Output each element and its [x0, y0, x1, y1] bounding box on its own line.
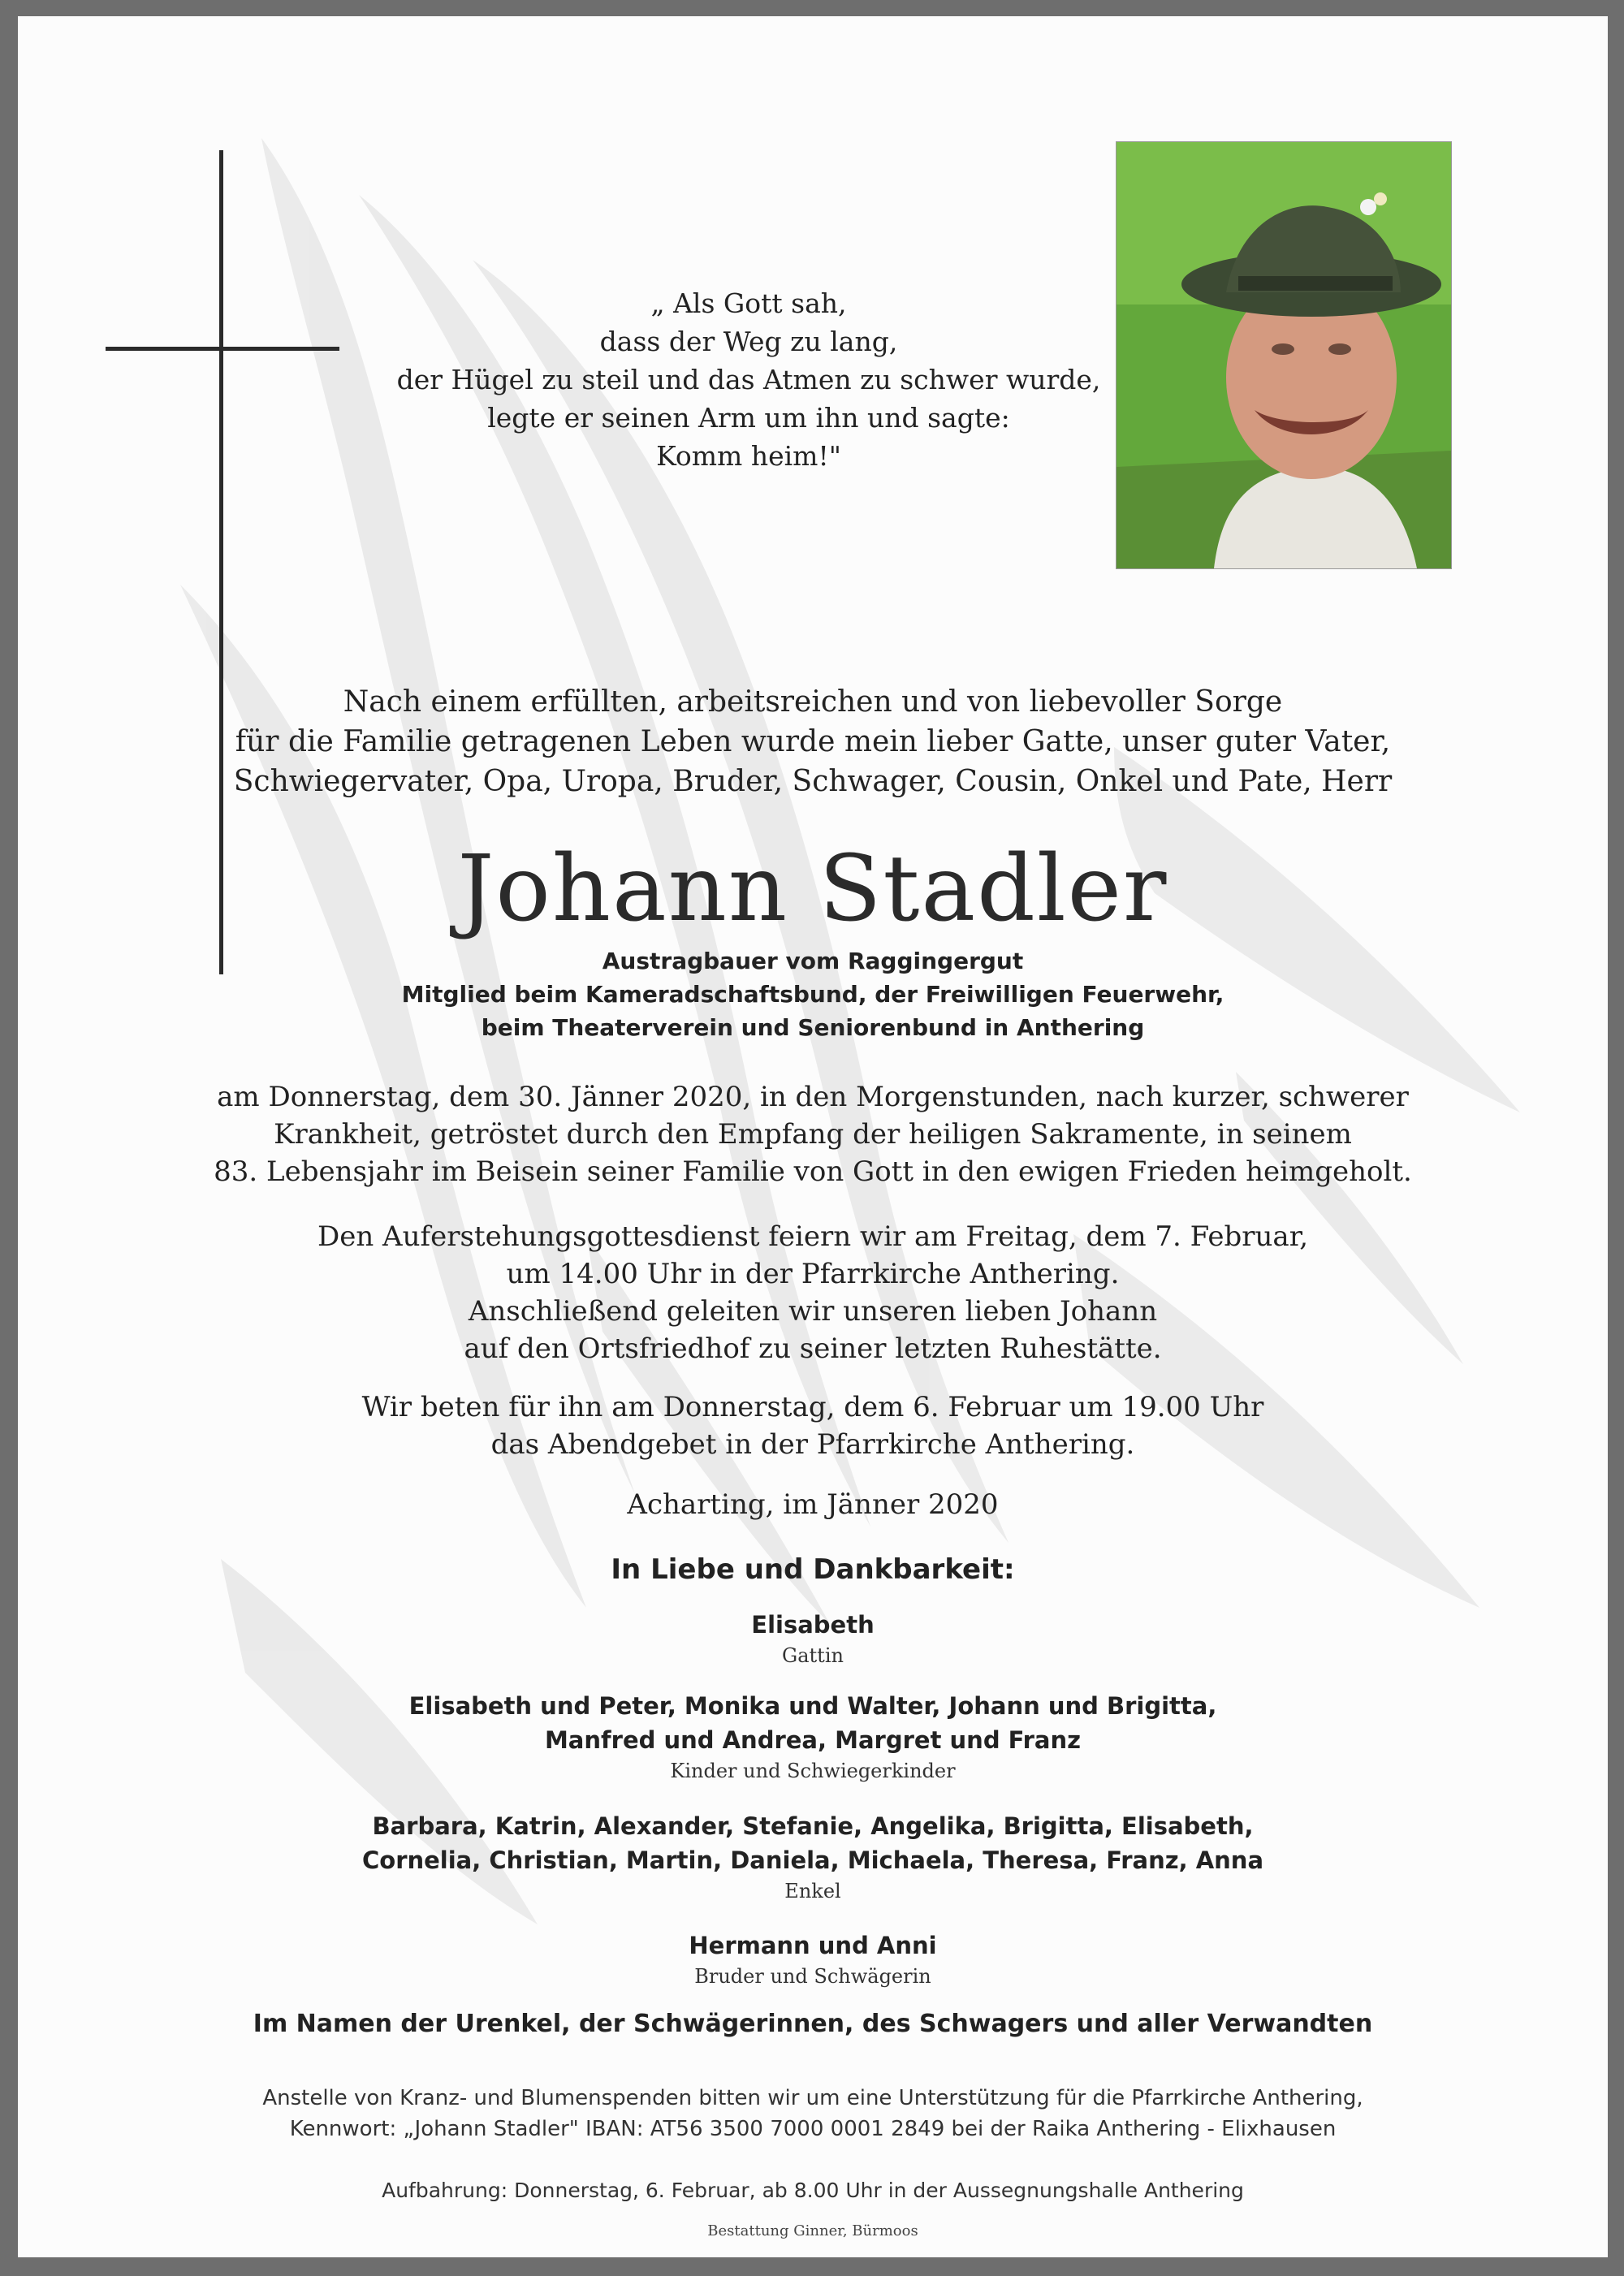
death-line: am Donnerstag, dem 30. Jänner 2020, in den Morgenstunden, nach kurzer, schwerer — [217, 1081, 1409, 1113]
intro-line: für die Familie getragenen Leben wurde mein lieber Gatte, unser guter Vater, — [235, 725, 1391, 758]
evening-prayer — [261, 1388, 1364, 1463]
thanks-heading: In Liebe und Dankbarkeit: — [611, 1553, 1015, 1586]
deceased-name: Johann Stadler — [457, 836, 1168, 942]
family-names: Barbara, Katrin, Alexander, Stefanie, Angelika, Brigitta, Elisabeth, — [372, 1812, 1254, 1840]
quote-line: der Hügel zu steil und das Atmen zu schwer wurde, — [396, 364, 1101, 395]
quote-line: Komm heim!" — [656, 440, 841, 472]
deceased-roles — [261, 944, 1364, 1044]
viewing-info: Aufbahrung: Donnerstag, 6. Februar, ab 8.00 Uhr in der Aussegnungshalle Anthering — [382, 2179, 1244, 2202]
portrait-illustration — [1116, 142, 1451, 568]
family-names: Elisabeth und Peter, Monika und Walter, Johann und Brigitta, — [408, 1692, 1217, 1720]
family-relation: Enkel — [784, 1880, 841, 1902]
donation-note — [221, 2083, 1405, 2144]
other-relatives: Im Namen der Urenkel, der Schwägerinnen, des Schwagers und aller Verwandten — [253, 2010, 1373, 2038]
death-line: Krankheit, getröstet durch den Empfang der heiligen Sakramente, in seinem — [274, 1118, 1352, 1151]
funeral-service — [261, 1218, 1364, 1367]
role-line: beim Theaterverein und Seniorenbund in Anthering — [481, 1014, 1145, 1041]
quote-poem — [367, 284, 1130, 475]
family-relation: Kinder und Schwiegerkinder — [670, 1760, 956, 1782]
intro-text — [221, 682, 1405, 801]
prayer-line: das Abendgebet in der Pfarrkirche Anthering. — [490, 1428, 1135, 1461]
donation-line: Kennwort: „Johann Stadler" IBAN: AT56 3500 7000 0001 2849 bei der Raika Anthering - Elixhausen — [289, 2117, 1337, 2141]
service-line: Den Auferstehungsgottesdienst feiern wir am Freitag, dem 7. Februar, — [317, 1220, 1309, 1253]
family-siblings — [18, 1928, 1608, 1990]
death-announcement — [140, 1078, 1486, 1190]
obituary-sheet — [18, 16, 1608, 2257]
prayer-line: Wir beten für ihn am Donnerstag, dem 6. Februar um 19.00 Uhr — [361, 1391, 1264, 1423]
service-line: Anschließend geleiten wir unseren lieben Johann — [468, 1295, 1158, 1328]
cross-horizontal-bar — [106, 347, 339, 351]
place-date: Acharting, im Jänner 2020 — [627, 1488, 999, 1521]
family-relation: Bruder und Schwägerin — [694, 1965, 931, 1988]
role-line: Mitglied beim Kameradschaftsbund, der Freiwilligen Feuerwehr, — [401, 981, 1224, 1008]
intro-line: Schwiegervater, Opa, Uropa, Bruder, Schwager, Cousin, Onkel und Pate, Herr — [233, 765, 1393, 798]
quote-line: „ Als Gott sah, — [650, 287, 847, 319]
family-names: Cornelia, Christian, Martin, Daniela, Michaela, Theresa, Franz, Anna — [361, 1846, 1264, 1874]
undertaker-credit: Bestattung Ginner, Bürmoos — [707, 2222, 918, 2239]
family-names: Elisabeth — [751, 1611, 875, 1639]
donation-line: Anstelle von Kranz- und Blumenspenden bitten wir um eine Unterstützung für die Pfarrkirche Anthering, — [262, 2086, 1363, 2110]
family-grandchildren — [18, 1809, 1608, 1905]
service-line: auf den Ortsfriedhof zu seiner letzten Ruhestätte. — [464, 1332, 1162, 1365]
portrait-photo — [1116, 141, 1452, 569]
death-line: 83. Lebensjahr im Beisein seiner Familie von Gott in den ewigen Frieden heimgeholt. — [214, 1155, 1412, 1188]
family-relation: Gattin — [782, 1644, 844, 1667]
family-children — [18, 1689, 1608, 1785]
family-names: Hermann und Anni — [689, 1932, 937, 1959]
intro-line: Nach einem erfüllten, arbeitsreichen und von liebevoller Sorge — [343, 685, 1283, 719]
quote-line: dass der Weg zu lang, — [599, 326, 898, 357]
role-line: Austragbauer vom Raggingergut — [602, 948, 1024, 974]
family-spouse — [18, 1608, 1608, 1669]
quote-line: legte er seinen Arm um ihn und sagte: — [487, 402, 1010, 434]
service-line: um 14.00 Uhr in der Pfarrkirche Anthering. — [506, 1258, 1120, 1290]
family-names: Manfred und Andrea, Margret und Franz — [544, 1726, 1082, 1754]
